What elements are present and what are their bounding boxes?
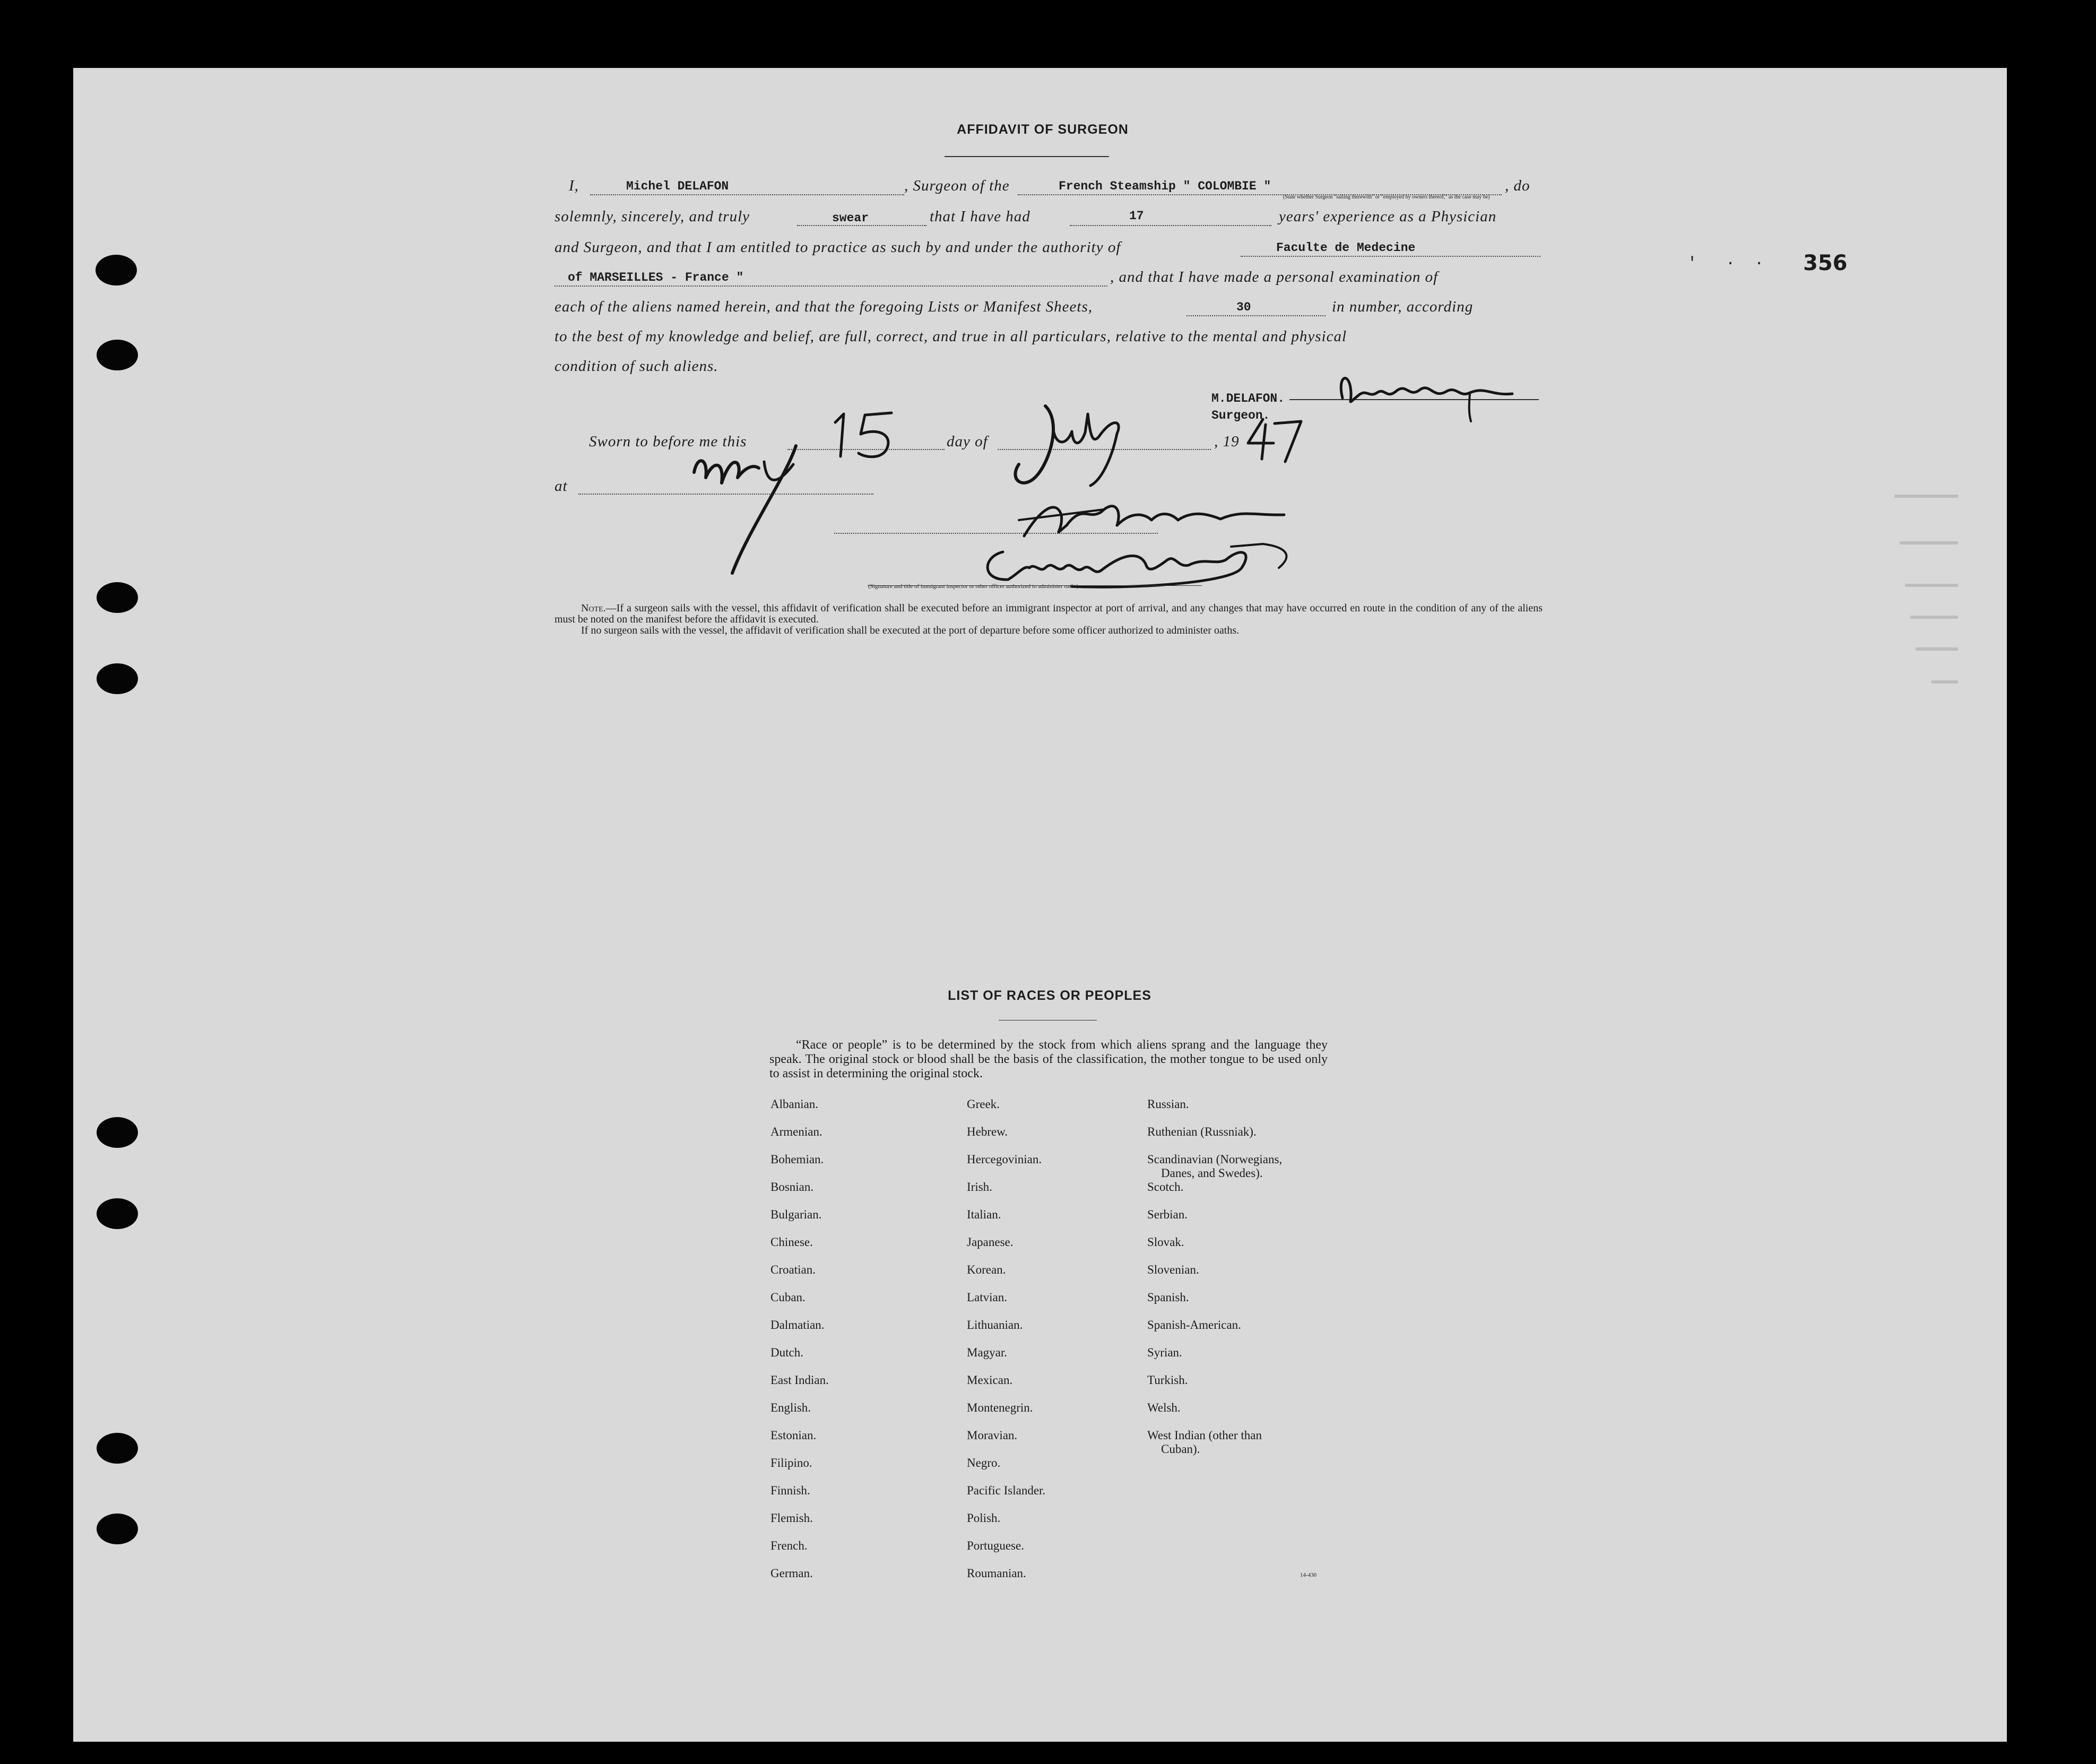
race-item: Turkish. [1147,1373,1188,1387]
race-item: Greek. [967,1097,1000,1111]
sworn-month-handwritten [987,401,1167,491]
race-item: Dutch. [770,1346,803,1359]
stamp-marks: ′ · · [1687,255,1764,273]
race-item: Italian. [967,1208,1001,1221]
text-day-of: day of [947,433,988,450]
race-item: Magyar. [967,1346,1008,1359]
sworn-day-handwritten [828,409,913,467]
authority-field-continued: of MARSEILLES - France " [568,271,744,284]
sworn-year-handwritten [1242,414,1305,467]
races-intro: “Race or people” is to be determined by the stock from which aliens sprang and the language they speak. The original stock or blood shall be the basis of the classification, the mother tongue to be used only to assist in determining the original stock. [769,1038,1328,1080]
surgeon-name-field: Michel DELAFON [626,179,729,193]
race-item: Moravian. [967,1429,1018,1442]
race-item: Spanish-American. [1147,1318,1241,1331]
note-label: Note. [581,602,606,614]
punch-hole [97,1198,138,1229]
text-and-surgeon: and Surgeon, and that I am entitled to practice as such by and under the authority of [555,239,1121,256]
text-in-number: in number, according [1332,298,1474,315]
race-item: Slovak. [1147,1235,1184,1249]
affidavit-title: AFFIDAVIT OF SURGEON [957,122,1129,137]
surgeon-typed-name: M.DELAFON. [1211,392,1285,405]
punch-hole [97,582,138,613]
race-item: Croatian. [770,1263,816,1276]
race-item: Spanish. [1147,1291,1189,1304]
race-item: Filipino. [770,1456,812,1469]
text-that-i-have-had: that I have had [930,208,1030,225]
punch-hole [97,1117,138,1148]
race-item: Estonian. [770,1429,817,1442]
race-item: Irish. [967,1180,992,1194]
race-item: Welsh. [1147,1401,1181,1414]
text-condition: condition of such aliens. [555,358,718,375]
note-paragraph-1 [555,603,1543,625]
race-item: Mexican. [967,1373,1013,1387]
race-item: Syrian. [1147,1346,1182,1359]
text-sworn-to-before-me: Sworn to before me this [589,433,747,450]
authority-field: Faculte de Medecine [1276,241,1416,255]
text-i: I, [569,177,579,194]
punch-hole [96,255,137,286]
race-item: Polish. [967,1511,1001,1525]
page-number: 356 [1803,251,1848,275]
race-item: Russian. [1147,1097,1189,1111]
race-item: Albanian. [770,1097,819,1111]
note-text-1: —If a surgeon sails with the vessel, this affidavit of verification shall be executed before an immigrant inspector at port of arrival, and any changes that may have occurred en route in the condition of any of the aliens must be noted on the manifest before the affidavit is executed. [555,602,1543,625]
race-item: Negro. [967,1456,1001,1469]
race-item: Finnish. [770,1484,810,1497]
race-item: Latvian. [967,1291,1007,1304]
vessel-field-note: (State whether Surgeon "sailing therewith" or "employed by owners thereof," as the case may be) [1283,194,1490,200]
dotted-line [1186,307,1326,316]
officer-signature-caption: (Signature and title of immigrant inspector or other officer authorized to administer oaths) [868,583,1079,590]
race-item: Cuban. [770,1291,806,1304]
race-item: Lithuanian. [967,1318,1023,1331]
race-item: English. [770,1401,811,1414]
text-years-experience: years' experience as a Physician [1279,208,1497,225]
bleed-through-mark [1905,584,1958,587]
dotted-line [1070,217,1271,226]
race-item: Roumanian. [967,1567,1026,1580]
title-underline [945,156,1109,157]
race-item: Bosnian. [770,1180,814,1194]
punch-hole [97,663,138,694]
race-item: Scotch. [1147,1180,1184,1194]
race-item: Slovenian. [1147,1263,1199,1276]
race-item: Ruthenian (Russniak). [1147,1125,1257,1138]
race-item: Scandinavian (Norwegians, [1147,1153,1283,1166]
races-title-underline [999,1020,1097,1021]
race-item: Serbian. [1147,1208,1188,1221]
punch-hole [97,1514,138,1544]
race-item: Danes, and Swedes). [1161,1166,1263,1180]
swear-field: swear [832,211,869,225]
race-item: Pacific Islander. [967,1484,1046,1497]
race-item: Hebrew. [967,1125,1008,1138]
race-item: French. [770,1539,808,1552]
race-item: Armenian. [770,1125,822,1138]
race-item: German. [770,1567,813,1580]
text-surgeon-of: , Surgeon of the [904,177,1010,194]
surgeon-typed-title: Surgeon. [1211,409,1270,422]
race-item: Bohemian. [770,1153,824,1166]
race-item: Bulgarian. [770,1208,822,1221]
race-item: West Indian (other than [1147,1429,1262,1442]
race-item: Montenegrin. [967,1401,1033,1414]
years-field: 17 [1129,209,1144,223]
bleed-through-mark [1894,495,1958,498]
bleed-through-mark [1932,680,1958,684]
vessel-field: French Steamship " COLOMBIE " [1059,179,1271,193]
text-year-prefix: , 19 [1214,433,1240,450]
note-paragraph-2: If no surgeon sails with the vessel, the affidavit of verification shall be executed at the port of departure before some officer authorized to administer oaths. [581,625,1240,636]
text-each-of-the-aliens: each of the aliens named herein, and that the foregoing Lists or Manifest Sheets, [555,298,1093,315]
sheets-count-field: 30 [1236,300,1251,314]
bleed-through-mark [1916,647,1958,651]
text-at: at [555,478,568,495]
race-item: Hercegovinian. [967,1153,1042,1166]
surgeon-signature [1327,366,1549,425]
punch-hole [97,1433,138,1464]
race-item: Cuban). [1161,1442,1200,1456]
text-best-of-knowledge: to the best of my knowledge and belief, are full, correct, and true in all particulars, relative to the mental and physical [555,328,1347,345]
race-item: Chinese. [770,1235,813,1249]
race-item: Japanese. [967,1235,1014,1249]
race-item: Korean. [967,1263,1006,1276]
place-handwritten [685,435,812,584]
race-item: Flemish. [770,1511,813,1525]
race-item: Portuguese. [967,1539,1024,1552]
race-item: Dalmatian. [770,1318,825,1331]
races-title: LIST OF RACES OR PEOPLES [948,988,1151,1003]
bleed-through-mark [1900,541,1958,544]
race-item: East Indian. [770,1373,829,1387]
bleed-through-mark [1910,616,1958,619]
text-do: , do [1505,177,1530,194]
punch-hole [97,340,138,370]
text-solemnly: solemnly, sincerely, and truly [555,208,750,225]
form-number: 14-430 [1300,1572,1317,1578]
text-personal-examination: , and that I have made a personal examination of [1110,269,1439,286]
